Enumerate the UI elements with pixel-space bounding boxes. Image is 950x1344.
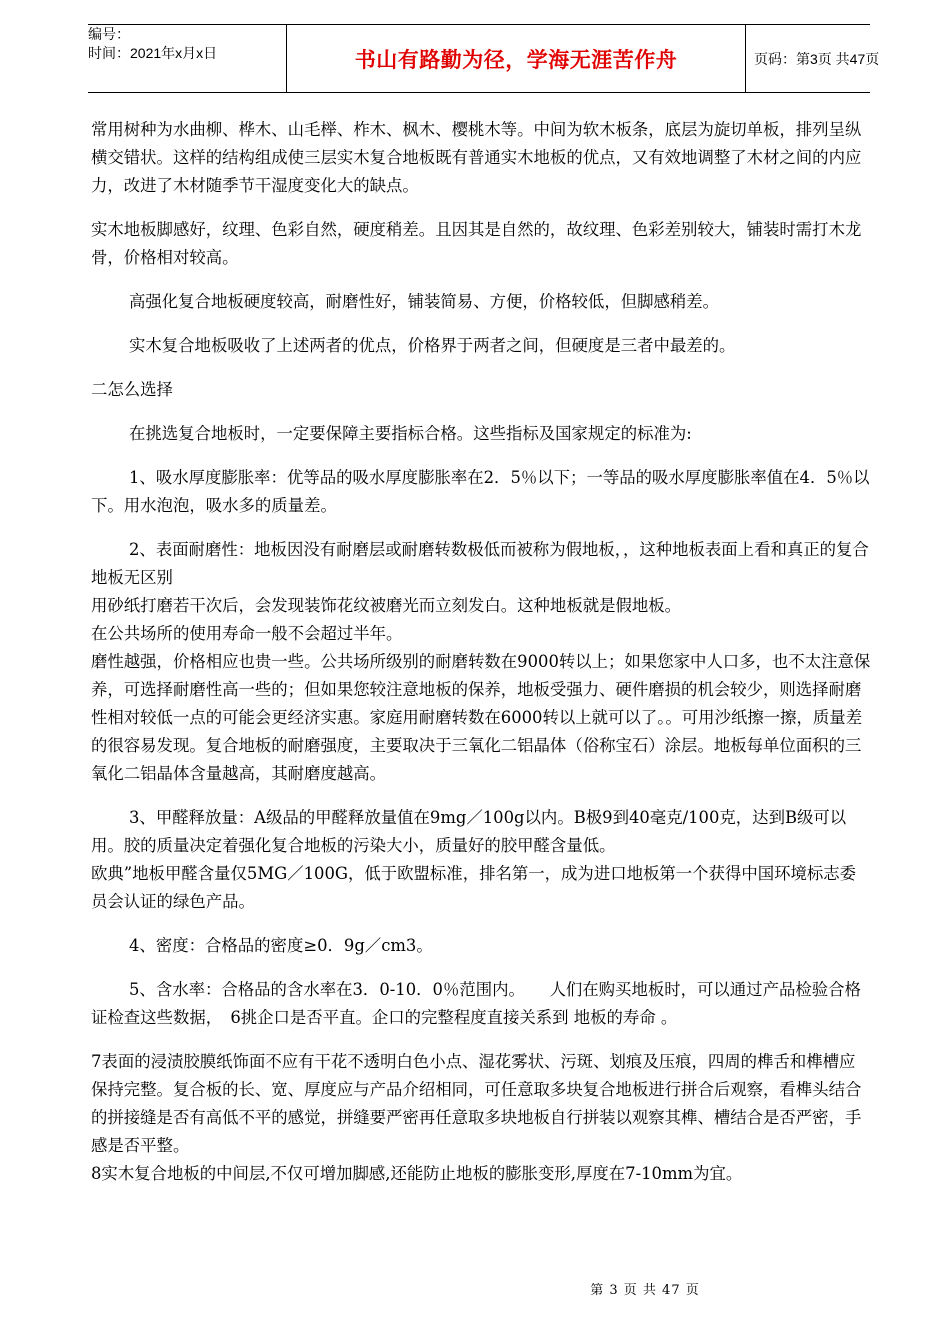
body-paragraph: 常用树种为水曲柳、桦木、山毛榉、柞木、枫木、樱桃木等。中间为软木板条，底层为旋切单板，排列呈纵横交错状。这样的结构组成使三层实木复合地板既有普通实木地板的优点，又有效地调整了木材之间的内应力，改进了木材随季节干湿度变化大的缺点。	[91, 120, 862, 195]
criterion-item: 3、甲醛释放量：A级品的甲醛释放量值在9mg／100g以内。B极9到40毫克/100克，达到B级可以用。胶的质量决定着强化复合地板的污染大小，质量好的胶甲醛含量低。	[91, 808, 847, 855]
header-motto: 书山有路勤为径，学海无涯苦作舟	[286, 25, 746, 92]
section-heading: 二怎么选择	[91, 380, 173, 399]
criterion-item: 7表面的浸渍胶膜纸饰面不应有干花不透明白色小点、湿花雾状、污斑、划痕及压痕，四周的榫舌和榫槽应保持完整。复合板的长、宽、厚度应与产品介绍相同，可任意取多块复合地板进行拼合后观察，看榫头结合的拼接缝是否有高低不平的感觉，拼缝要严密再任意取多块地板自行拼装以观察其榫、槽结合是否严密，手感是否平整。	[91, 1052, 862, 1155]
document-body	[91, 116, 871, 1188]
body-paragraph: 欧典”地板甲醛含量仅5MG／100G，低于欧盟标准，排名第一，成为进口地板第一个获得中国环境标志委员会认证的绿色产品。	[91, 864, 857, 911]
criterion-item: 4、密度：合格品的密度≥0．9g／cm3。	[129, 936, 433, 955]
body-paragraph: 在挑选复合地板时，一定要保障主要指标合格。这些指标及国家规定的标准为:	[129, 424, 692, 443]
criterion-item: 8实木复合地板的中间层,不仅可增加脚感,还能防止地板的膨胀变形,厚度在7-10mm为宜。	[91, 1164, 743, 1183]
page-header	[88, 24, 880, 93]
body-paragraph: 实木复合地板吸收了上述两者的优点，价格界于两者之间，但硬度是三者中最差的。	[129, 336, 736, 355]
body-paragraph: 用砂纸打磨若干次后，会发现装饰花纹被磨光而立刻发白。这种地板就是假地板。	[91, 596, 682, 615]
body-paragraph: 在公共场所的使用寿命一般不会超过半年。	[91, 624, 403, 643]
document-time-label: 时间：2021年x月x日	[88, 45, 218, 61]
header-meta	[88, 25, 286, 92]
criterion-item: 5、含水率：合格品的含水率在3．0-10．0％范围内。 人们在购买地板时，可以通过产品检验合格证检查这些数据， 6挑企口是否平直。企口的完整程度直接关系到 地板的寿命 。	[91, 980, 861, 1027]
header-page-info: 页码：第3页 共47页	[754, 50, 880, 67]
body-paragraph: 磨性越强，价格相应也贵一些。公共场所级别的耐磨转数在9000转以上；如果您家中人口多，也不太注意保养，可选择耐磨性高一些的；但如果您较注意地板的保养，地板受强力、硬件磨损的机会较少，则选择耐磨性相对较低一点的可能会更经济实惠。家庭用耐磨转数在6000转以上就可以了。。可用沙纸擦一擦，质量差的很容易发现。复合地板的耐磨强度，主要取决于三氧化二铝晶体（俗称宝石）涂层。地板每单位面积的三氧化二铝晶体含量越高，其耐磨度越高。	[91, 652, 871, 783]
body-paragraph: 高强化复合地板硬度较高，耐磨性好，铺装简易、方便，价格较低，但脚感稍差。	[129, 292, 720, 311]
criterion-item: 1、吸水厚度膨胀率：优等品的吸水厚度膨胀率在2．5％以下；一等品的吸水厚度膨胀率值在4．5％以下。用水泡泡，吸水多的质量差。	[91, 468, 870, 515]
body-paragraph: 实木地板脚感好，纹理、色彩自然，硬度稍差。且因其是自然的，故纹理、色彩差别较大，铺装时需打木龙骨，价格相对较高。	[91, 220, 862, 267]
criterion-item: 2、表面耐磨性：地板因没有耐磨层或耐磨转数极低而被称为假地板，，这种地板表面上看和真正的复合地板无区别	[91, 540, 869, 587]
page-footer: 第 3 页 共 47 页	[590, 1283, 700, 1298]
document-number-label: 编号：	[88, 26, 130, 42]
